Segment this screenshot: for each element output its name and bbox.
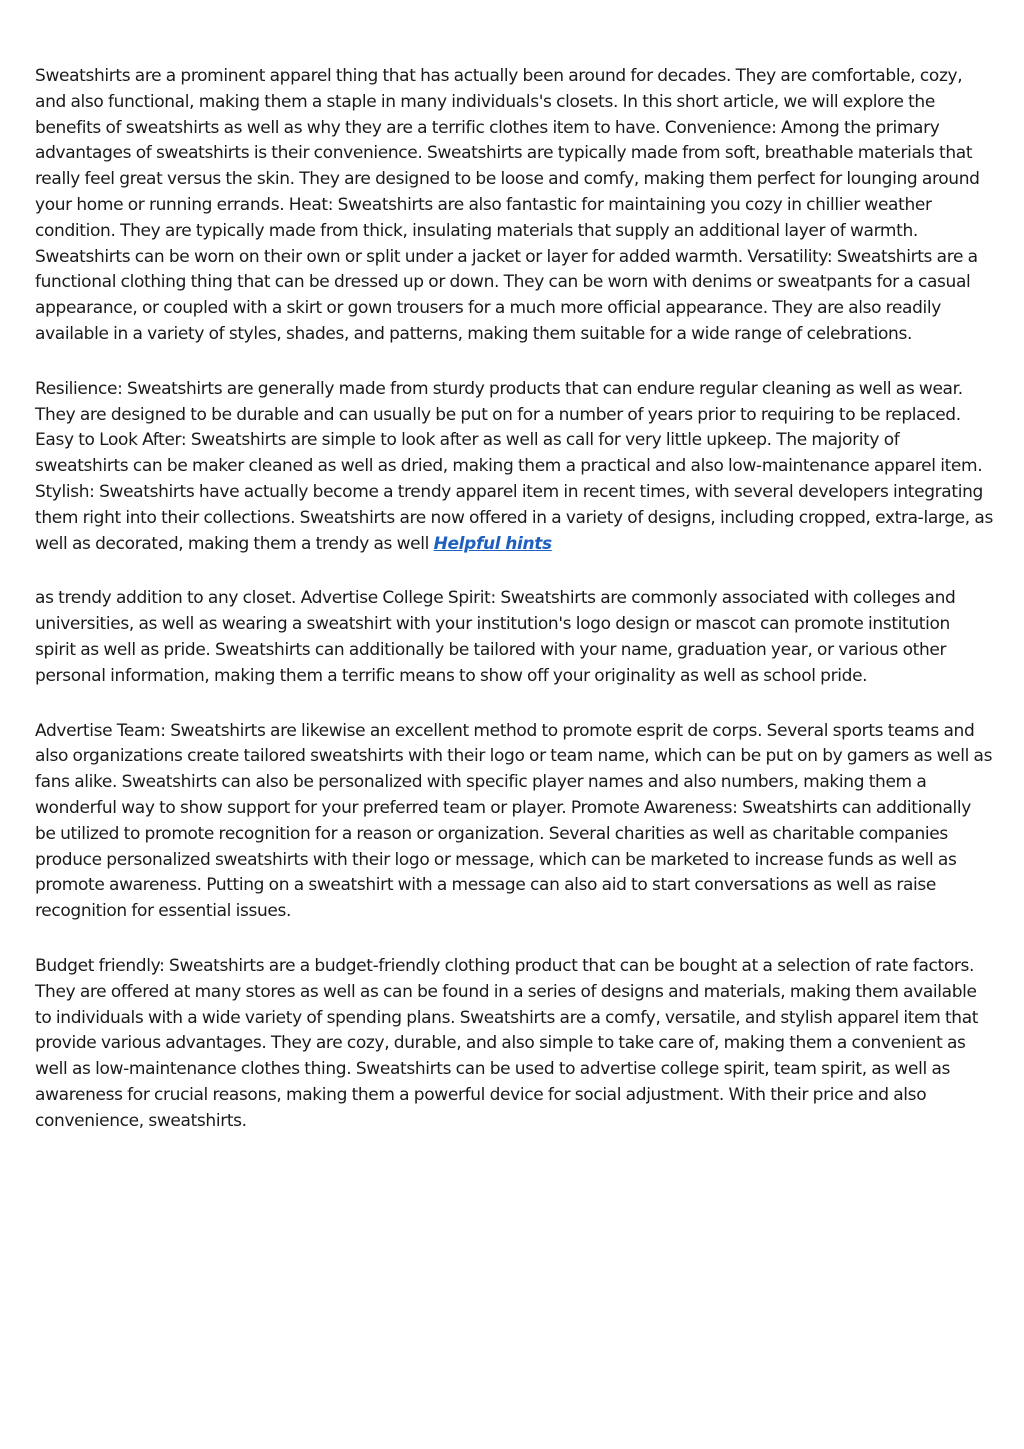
paragraph-4 bbox=[35, 719, 993, 925]
paragraph-1 bbox=[35, 64, 993, 348]
paragraph-text: as trendy addition to any closet. Advertise College Spirit: Sweatshirts are commonly associated with colleges and universities, as well as wearing a sweatshirt with your institution's logo design or mascot can promote institution spirit as well as pride. Sweatshirts can additionally be tailored with your name, graduation year, or various other personal information, making them a terrific means to show off your originality as well as school pride. bbox=[35, 588, 956, 686]
paragraph-3 bbox=[35, 586, 993, 689]
paragraph-2 bbox=[35, 377, 993, 558]
helpful-hints-link[interactable]: Helpful hints bbox=[433, 533, 552, 554]
paragraph-5 bbox=[35, 954, 993, 1135]
paragraph-text: Advertise Team: Sweatshirts are likewise an excellent method to promote esprit de corps. Several sports teams and also organizations create tailored sweatshirts with their logo or team name, which can be put on by gamers as well as fans alike. Sweatshirts can also be personalized with specific player names and also numbers, making them a wonderful way to show support for your preferred team or player. Promote Awareness: Sweatshirts can additionally be utilized to promote recognition for a reason or organization. Several charities as well as charitable companies produce personalized sweatshirts with their logo or message, which can be marketed to increase funds as well as promote awareness. Putting on a sweatshirt with a message can also aid to start conversations as well as raise recognition for essential issues. bbox=[35, 720, 993, 922]
article-body bbox=[35, 64, 993, 1163]
paragraph-text: Sweatshirts are a prominent apparel thing that has actually been around for decades. They are comfortable, cozy, and also functional, making them a staple in many individuals's closets. In this short article, we will explore the benefits of sweatshirts as well as why they are a terrific clothes item to have. Convenience: Among the primary advantages of sweatshirts is their convenience. Sweatshirts are typically made from soft, breathable materials that really feel great versus the skin. They are designed to be loose and comfy, making them perfect for lounging around your home or running errands. Heat: Sweatshirts are also fantastic for maintaining you cozy in chillier weather condition. They are typically made from thick, insulating materials that supply an additional layer of warmth. Sweatshirts can be worn on their own or split under a jacket or layer for added warmth. Versatility: Sweatshirts are a functional clothing thing that can be dressed up or down. They can be worn with denims or sweatpants for a casual appearance, or coupled with a skirt or gown trousers for a much more official appearance. They are also readily available in a variety of styles, shades, and patterns, making them suitable for a wide range of celebrations. bbox=[35, 66, 980, 344]
paragraph-text: Resilience: Sweatshirts are generally made from sturdy products that can endure regular cleaning as well as wear. They are designed to be durable and can usually be put on for a number of years prior to requiring to be replaced. Easy to Look After: Sweatshirts are simple to look after as well as call for very little upkeep. The majority of sweatshirts can be maker cleaned as well as dried, making them a practical and also low-maintenance apparel item. Stylish: Sweatshirts have actually become a trendy apparel item in recent times, with several developers integrating them right into their collections. Sweatshirts are now offered in a variety of designs, including cropped, extra-large, as well as decorated, making them a trendy as well bbox=[35, 378, 993, 554]
paragraph-text: Budget friendly: Sweatshirts are a budget-friendly clothing product that can be bought at a selection of rate factors. They are offered at many stores as well as can be found in a series of designs and materials, making them available to individuals with a wide variety of spending plans. Sweatshirts are a comfy, versatile, and stylish apparel item that provide various advantages. They are cozy, durable, and also simple to take care of, making them a convenient as well as low-maintenance clothes thing. Sweatshirts can be used to advertise college spirit, team spirit, as well as awareness for crucial reasons, making them a powerful device for social adjustment. With their price and also convenience, sweatshirts. bbox=[35, 955, 979, 1131]
